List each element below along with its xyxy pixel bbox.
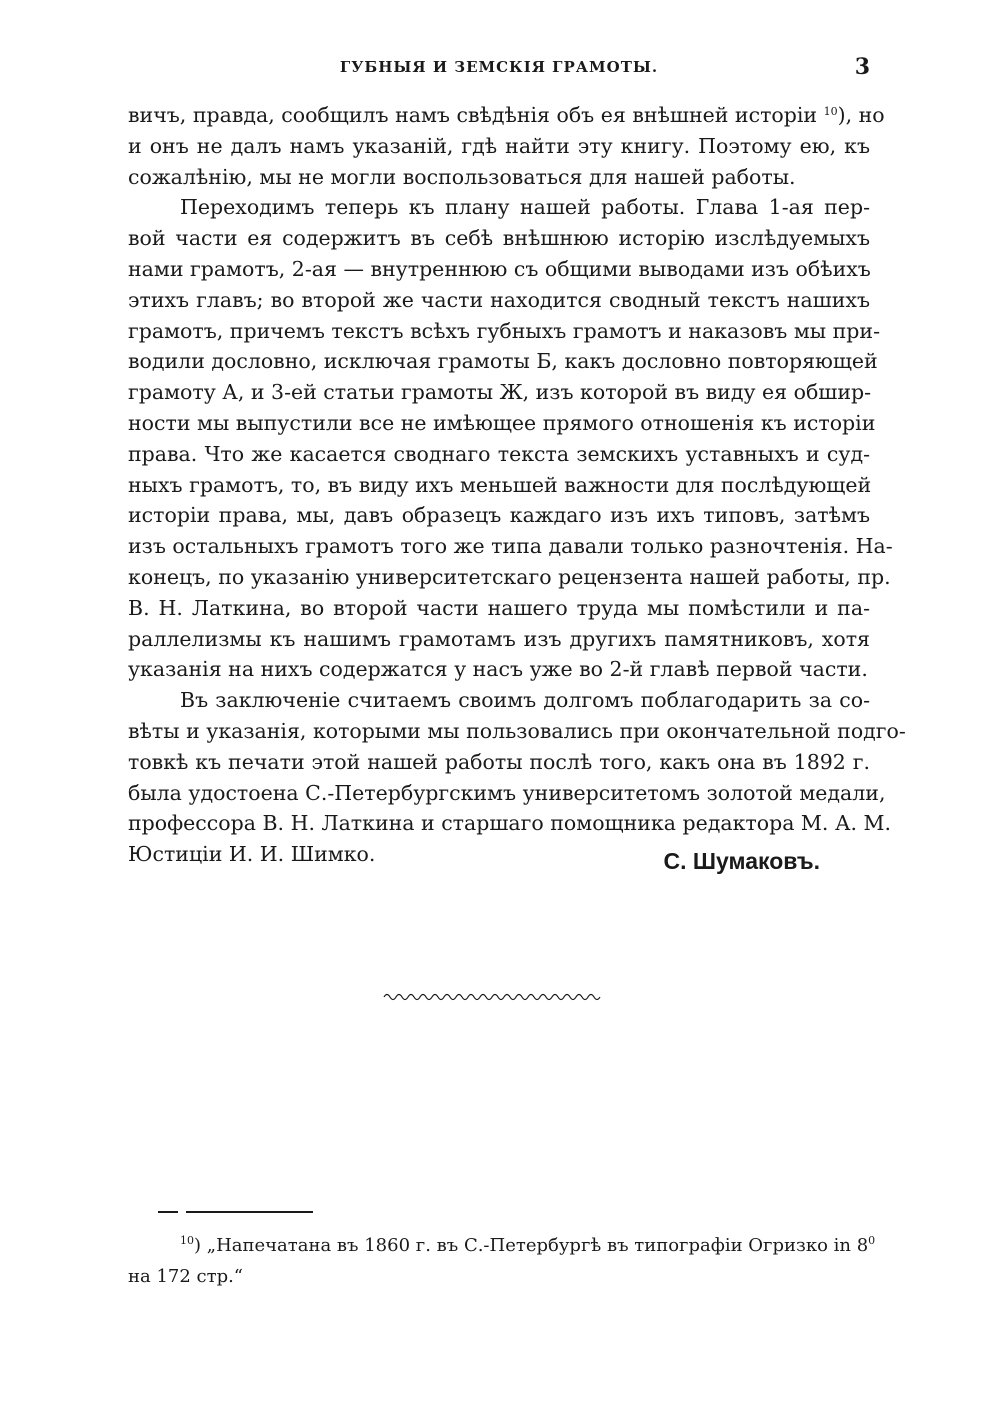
text-line: профессора В. Н. Латкина и старшаго помощника редактора М. А. М. [128, 811, 892, 836]
footnote-reference: 10 [823, 105, 838, 118]
author-signature: С. Шумаковъ. [663, 848, 820, 874]
text-line: указанія на нихъ содержатся у насъ уже во 2-й главѣ первой части. [128, 657, 868, 682]
text-line: этихъ главъ; во второй же части находится сводный текстъ нашихъ [128, 287, 870, 312]
text-line: грамотъ, причемъ текстъ всѣхъ губныхъ грамотъ и наказовъ мы при- [128, 318, 880, 343]
text-line: ности мы выпустили все не имѣющее прямого отношенія къ исторіи [128, 410, 876, 435]
text-line: нами грамотъ, 2-ая — внутреннюю съ общими выводами изъ обѣихъ [128, 256, 871, 281]
text-line: Въ заключеніе считаемъ своимъ долгомъ поблагодарить за со- [180, 688, 870, 713]
running-title: ГУБНЫЯ И ЗЕМСКІЯ ГРАМОТЫ. [339, 58, 659, 76]
text-line: вичъ, правда, сообщилъ намъ свѣдѣнія объ ея внѣшней исторіи $^{10}$), но [128, 103, 885, 127]
text-line: раллелизмы къ нашимъ грамотамъ изъ другихъ памятниковъ, хотя [128, 626, 870, 651]
footnote-marker: 10 [180, 1234, 194, 1247]
running-head [128, 54, 870, 82]
degree-mark: 0 [868, 1234, 876, 1247]
text-line: конецъ, по указанію университетскаго рецензента нашей работы, пр. [128, 564, 891, 589]
text-line: В. Н. Латкина, во второй части нашего труда мы помѣстили и па- [128, 595, 870, 620]
page-number: 3 [854, 54, 870, 80]
text-line: вѣты и указанія, которыми мы пользовались при окончательной подго- [128, 718, 906, 743]
text-line: изъ остальныхъ грамотъ того же типа давали только разночтенія. На- [128, 534, 893, 559]
text-line: была удостоена С.-Петербургскимъ университетомъ золотой медали, [128, 780, 886, 805]
text-line: и онъ не далъ намъ указаній, гдѣ найти эту книгу. Поэтому ею, къ [128, 133, 870, 158]
text-line: Переходимъ теперь къ плану нашей работы. Глава 1-ая пер- [180, 195, 870, 220]
footnote-line: на 172 стр.“ [128, 1266, 244, 1287]
text-line: Юстиціи И. И. Шимко. [128, 842, 376, 867]
text-line: грамоту А, и 3-ей статьи грамоты Ж, изъ которой въ виду ея обшир- [128, 380, 872, 405]
text-line: сожалѣнію, мы не могли воспользоваться для нашей работы. [128, 164, 796, 189]
text-line: товкѣ къ печати этой нашей работы послѣ того, какъ она въ 1892 г. [128, 749, 870, 774]
text-line: права. Что же касается своднаго текста земскихъ уставныхъ и суд- [128, 441, 870, 466]
text-line: исторіи права, мы, давъ образецъ каждаго изъ ихъ типовъ, затѣмъ [128, 503, 870, 528]
wavy-divider-ornament [383, 990, 605, 1004]
footnote [128, 1230, 876, 1292]
text-line: ныхъ грамотъ, то, въ виду ихъ меньшей важности для послѣдующей [128, 472, 872, 497]
footnote-line: $^{10}$) „Напечатана въ 1860 г. въ С.-Петербургѣ въ типографіи Огризко in $8^0$ [180, 1234, 876, 1256]
footnote-rule [158, 1211, 313, 1213]
text-line: вой части ея содержитъ въ себѣ внѣшнюю исторію изслѣдуемыхъ [128, 226, 870, 251]
text-line: водили дословно, исключая грамоты Б, какъ дословно повторяющей [128, 349, 878, 374]
body-text [128, 100, 906, 870]
